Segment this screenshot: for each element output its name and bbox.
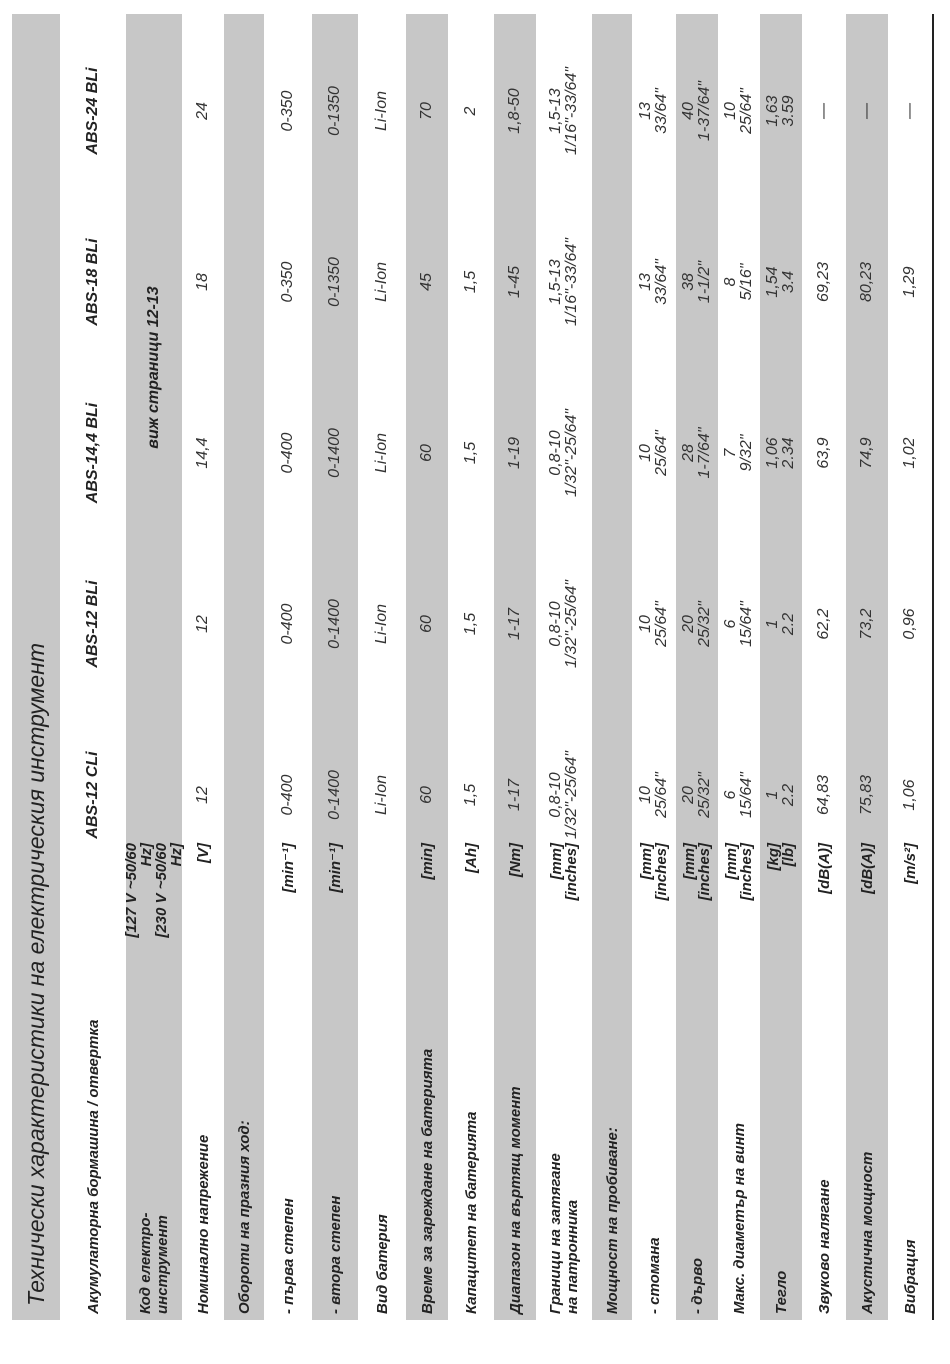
speed2-label-cell xyxy=(312,959,358,1314)
value-text: 60 xyxy=(418,444,435,462)
torque-label: Диапазон на въртящ момент xyxy=(506,1086,524,1314)
value-text: 1-19 xyxy=(506,436,523,470)
value-lines xyxy=(638,772,670,818)
header-label-cell xyxy=(60,959,126,1314)
value-line-1: 1 xyxy=(764,619,781,629)
value-text: 62,2 xyxy=(815,608,832,640)
value-text: Li-Ion xyxy=(373,774,390,816)
sound-power-value-2 xyxy=(846,539,888,709)
value-text: 0,96 xyxy=(901,608,918,640)
value-line-2: 1/32"-25/64" xyxy=(563,580,580,668)
value-text: 1,5 xyxy=(462,441,479,465)
row-idle-heading xyxy=(224,14,264,1320)
speed1-value-3 xyxy=(264,368,312,538)
voltage-value-2 xyxy=(182,539,224,709)
row-sound-power xyxy=(846,14,888,1320)
speed2-value-3 xyxy=(312,368,358,538)
capacity-value-4 xyxy=(448,197,494,367)
steel-label-cell xyxy=(632,959,676,1314)
value-line-2: 9/32" xyxy=(738,434,755,472)
sound-power-unit: [dB(A)] xyxy=(858,843,876,894)
row-speed1 xyxy=(264,14,312,1320)
value-text: 63,9 xyxy=(815,437,832,469)
vibration-value-3 xyxy=(888,368,932,538)
chuck-unit-line-2: [inches] xyxy=(563,843,580,901)
value-text: — xyxy=(815,103,832,119)
speed1-label: - първа степен xyxy=(279,1198,297,1314)
chuck-value-1 xyxy=(536,710,592,880)
battery-type-value-5 xyxy=(358,26,406,196)
weight-value-5 xyxy=(760,26,802,196)
value-text: 0-1350 xyxy=(326,257,343,307)
sound-pressure-value-1 xyxy=(802,710,846,880)
tool-type-label: Акумулаторна бормашина / отвертка xyxy=(84,1019,102,1314)
chuck-label-line-1: Граници на затягане xyxy=(547,1153,564,1314)
value-text: 1,5 xyxy=(462,270,479,294)
weight-value-1 xyxy=(760,710,802,880)
value-text: 0-1400 xyxy=(326,428,343,478)
chuck-unit-line-1: [mm] xyxy=(548,843,565,880)
wood-label: - дърво xyxy=(688,1257,706,1314)
chuck-value-4 xyxy=(536,197,592,367)
value-line-2: 25/64" xyxy=(653,430,670,476)
speed1-value-1 xyxy=(264,710,312,880)
value-lines xyxy=(638,259,670,305)
value-text: 0-1400 xyxy=(326,770,343,820)
value-text: 0-400 xyxy=(279,432,296,474)
value-text: 2 xyxy=(462,106,479,116)
value-text: 60 xyxy=(418,786,435,804)
code-row-label-line-1: Код електро- xyxy=(137,1212,154,1314)
bottom-divider xyxy=(932,14,934,1320)
speed2-value-2 xyxy=(312,539,358,709)
value-line-2: 25/32" xyxy=(696,601,713,647)
charge-time-label-cell xyxy=(406,959,448,1314)
battery-type-label-cell xyxy=(358,959,406,1314)
speed1-value-4 xyxy=(264,197,312,367)
value-line-2: 25/64" xyxy=(653,601,670,647)
vibration-value-4 xyxy=(888,197,932,367)
capacity-value-5 xyxy=(448,26,494,196)
value-line-2: 2.2 xyxy=(780,612,797,636)
value-line-1: 13 xyxy=(637,102,654,120)
model-name: ABS-24 BLi xyxy=(84,67,101,155)
model-name: ABS-12 BLi xyxy=(84,580,101,668)
value-line-1: 0,8-10 xyxy=(547,430,564,476)
chuck-label-cell xyxy=(536,959,592,1314)
torque-value-1 xyxy=(494,710,536,880)
speed1-value-2 xyxy=(264,539,312,709)
row-weight xyxy=(760,14,802,1320)
value-line-1: 1,06 xyxy=(764,437,781,469)
torque-label-cell xyxy=(494,959,536,1314)
value-text: 12 xyxy=(194,786,211,804)
value-line-2: 15/64" xyxy=(738,601,755,647)
value-lines xyxy=(548,751,580,839)
value-line-1: 20 xyxy=(680,786,697,804)
value-text: 1,06 xyxy=(901,779,918,811)
value-line-2: 1/32"-25/64" xyxy=(563,751,580,839)
weight-label-cell xyxy=(760,959,802,1314)
voltage-label: Номинално напрежение xyxy=(194,1134,212,1314)
value-text: 1,8-50 xyxy=(506,88,523,134)
value-lines xyxy=(723,435,755,472)
code-span-cell xyxy=(126,26,182,709)
value-text: 60 xyxy=(418,615,435,633)
battery-type-label: Вид батерия xyxy=(373,1214,391,1314)
sound-pressure-value-5 xyxy=(802,26,846,196)
weight-unit-line-2: [lb] xyxy=(780,843,797,867)
screw-label-cell xyxy=(718,959,760,1314)
code-row-label-line-2: инструмент xyxy=(154,1215,171,1314)
wood-value-5 xyxy=(676,26,718,196)
wood-label-cell xyxy=(676,959,718,1314)
value-line-2: 15/64" xyxy=(738,772,755,818)
capacity-unit: [Ah] xyxy=(462,843,480,873)
sound-power-value-1 xyxy=(846,710,888,880)
model-header-1 xyxy=(60,710,126,880)
value-text: 0-400 xyxy=(279,603,296,645)
screw-value-2 xyxy=(718,539,760,709)
value-text: 73,2 xyxy=(858,608,875,640)
battery-type-value-1 xyxy=(358,710,406,880)
screw-unit-line-2: [inches] xyxy=(738,843,755,901)
value-text: 80,23 xyxy=(858,261,875,303)
weight-value-3 xyxy=(760,368,802,538)
chuck-value-3 xyxy=(536,368,592,538)
code-row-unit-line-1: [127 V ~50/60 Hz] xyxy=(123,843,155,938)
charge-time-value-5 xyxy=(406,26,448,196)
chuck-value-5 xyxy=(536,26,592,196)
model-name: ABS-18 BLi xyxy=(84,238,101,326)
row-charge-time xyxy=(406,14,448,1320)
torque-value-4 xyxy=(494,197,536,367)
value-text: 18 xyxy=(194,273,211,291)
value-lines xyxy=(765,437,797,468)
value-line-2: 1/16"-33/64" xyxy=(563,67,580,155)
value-lines xyxy=(638,430,670,476)
weight-unit-line-1: [kg] xyxy=(765,843,782,871)
value-text: 0-400 xyxy=(279,774,296,816)
model-name: ABS-12 CLi xyxy=(84,751,101,839)
value-text: 1,02 xyxy=(901,437,918,469)
steel-value-5 xyxy=(632,26,676,196)
sound-power-value-5 xyxy=(846,26,888,196)
value-lines xyxy=(548,67,580,155)
sound-pressure-unit: [dB(A)] xyxy=(815,843,833,894)
row-drill-heading xyxy=(592,14,632,1320)
value-line-1: 40 xyxy=(680,102,697,120)
value-line-2: 1-7/64" xyxy=(696,427,713,479)
wood-unit-line-1: [mm] xyxy=(681,843,698,880)
torque-value-5 xyxy=(494,26,536,196)
value-line-1: 1,63 xyxy=(764,95,781,127)
value-line-1: 20 xyxy=(680,615,697,633)
voltage-value-5 xyxy=(182,26,224,196)
wood-value-2 xyxy=(676,539,718,709)
model-name: ABS-14,4 BLi xyxy=(84,402,101,504)
torque-value-2 xyxy=(494,539,536,709)
battery-type-value-4 xyxy=(358,197,406,367)
value-text: 0-350 xyxy=(279,90,296,132)
capacity-label: Капацитет на батерията xyxy=(462,1111,480,1314)
value-line-2: 3.59 xyxy=(780,95,797,127)
idle-heading-label-cell xyxy=(224,959,264,1314)
value-line-2: 1-37/64" xyxy=(696,81,713,141)
value-line-1: 1 xyxy=(764,790,781,800)
value-line-1: 10 xyxy=(637,786,654,804)
value-lines xyxy=(548,409,580,497)
value-lines xyxy=(765,95,797,126)
vibration-value-5 xyxy=(888,26,932,196)
vibration-value-2 xyxy=(888,539,932,709)
chuck-value-2 xyxy=(536,539,592,709)
vibration-label: Вибрация xyxy=(901,1239,919,1314)
value-line-2: 2.2 xyxy=(780,783,797,807)
vibration-label-cell xyxy=(888,959,932,1314)
value-text: 24 xyxy=(194,102,211,120)
value-text: — xyxy=(858,103,875,119)
value-line-1: 38 xyxy=(680,273,697,291)
sound-power-value-4 xyxy=(846,197,888,367)
screw-label: Макс. диаметър на винт xyxy=(730,1123,748,1314)
value-text: 0-1350 xyxy=(326,86,343,136)
capacity-value-3 xyxy=(448,368,494,538)
sound-pressure-value-3 xyxy=(802,368,846,538)
value-lines xyxy=(638,88,670,134)
steel-unit-line-1: [mm] xyxy=(638,843,655,880)
value-line-1: 6 xyxy=(722,619,739,629)
value-lines xyxy=(765,784,797,806)
speed1-label-cell xyxy=(264,959,312,1314)
speed1-value-5 xyxy=(264,26,312,196)
see-pages-note: виж страници 12-13 xyxy=(145,286,162,449)
value-text: 12 xyxy=(194,615,211,633)
chuck-label-lines xyxy=(547,1153,581,1314)
value-text: Li-Ion xyxy=(373,261,390,303)
wood-value-4 xyxy=(676,197,718,367)
value-lines xyxy=(723,88,755,134)
value-lines xyxy=(681,261,713,303)
value-text: 1,5 xyxy=(462,783,479,807)
value-line-2: 25/64" xyxy=(653,772,670,818)
speed2-unit: [min⁻¹] xyxy=(326,843,344,893)
value-text: Li-Ion xyxy=(373,603,390,645)
value-lines xyxy=(765,613,797,635)
value-line-1: 1,5-13 xyxy=(547,88,564,134)
chuck-label-line-2: на патронника xyxy=(564,1199,581,1314)
value-lines xyxy=(681,601,713,647)
row-speed2 xyxy=(312,14,358,1320)
value-lines xyxy=(548,580,580,668)
voltage-value-1 xyxy=(182,710,224,880)
charge-time-value-2 xyxy=(406,539,448,709)
steel-value-4 xyxy=(632,197,676,367)
battery-type-value-2 xyxy=(358,539,406,709)
weight-value-2 xyxy=(760,539,802,709)
torque-unit: [Nm] xyxy=(506,843,524,878)
value-line-1: 0,8-10 xyxy=(547,772,564,818)
code-row-unit-line-2: [230 V ~50/60 Hz] xyxy=(153,843,185,938)
drill-heading-label-cell xyxy=(592,959,632,1314)
sound-pressure-value-4 xyxy=(802,197,846,367)
sound-power-label: Акустична мощност xyxy=(858,1151,876,1314)
sound-pressure-label: Звуково налягане xyxy=(815,1179,833,1314)
value-line-2: 25/32" xyxy=(696,772,713,818)
value-line-1: 28 xyxy=(680,444,697,462)
idle-heading-label: Обороти на празния ход: xyxy=(235,1120,253,1314)
voltage-label-cell xyxy=(182,959,224,1314)
row-capacity xyxy=(448,14,494,1320)
value-lines xyxy=(723,772,755,818)
speed2-value-4 xyxy=(312,197,358,367)
code-row-unit-lines xyxy=(124,843,184,959)
code-row-label-lines xyxy=(137,1212,171,1314)
capacity-label-cell xyxy=(448,959,494,1314)
value-line-1: 10 xyxy=(722,102,739,120)
row-chuck xyxy=(536,14,592,1320)
vibration-unit: [m/s²] xyxy=(901,843,919,884)
value-line-1: 1,54 xyxy=(764,266,781,298)
value-text: 45 xyxy=(418,273,435,291)
screw-value-3 xyxy=(718,368,760,538)
value-line-2: 5/16" xyxy=(738,263,755,301)
value-line-1: 6 xyxy=(722,790,739,800)
sound-pressure-value-2 xyxy=(802,539,846,709)
speed2-value-5 xyxy=(312,26,358,196)
row-wood xyxy=(676,14,718,1320)
value-lines xyxy=(681,81,713,141)
row-code-row xyxy=(123,14,185,1320)
value-line-2: 3.4 xyxy=(780,270,797,294)
value-line-1: 1,5-13 xyxy=(547,259,564,305)
capacity-value-1 xyxy=(448,710,494,880)
speed1-unit: [min⁻¹] xyxy=(279,843,297,893)
value-line-1: 7 xyxy=(722,448,739,458)
value-line-2: 2.34 xyxy=(780,437,797,469)
row-sound-pressure xyxy=(802,14,846,1320)
value-text: 14,4 xyxy=(194,437,211,469)
wood-value-1 xyxy=(676,710,718,880)
row-screw xyxy=(718,14,760,1320)
screw-value-5 xyxy=(718,26,760,196)
screw-unit-line-1: [mm] xyxy=(723,843,740,880)
value-text: 69,23 xyxy=(815,261,832,303)
steel-value-1 xyxy=(632,710,676,880)
steel-unit-line-2: [inches] xyxy=(653,843,670,901)
model-header-5 xyxy=(60,26,126,196)
weight-label: Тегло xyxy=(772,1270,790,1314)
wood-unit-line-2: [inches] xyxy=(696,843,713,901)
value-lines xyxy=(723,601,755,647)
drill-heading-label: Мощност на пробиване: xyxy=(603,1127,621,1314)
value-line-2: 25/64" xyxy=(738,88,755,134)
value-text: 1-17 xyxy=(506,607,523,641)
sound-pressure-label-cell xyxy=(802,959,846,1314)
vibration-value-1 xyxy=(888,710,932,880)
value-lines xyxy=(723,264,755,301)
value-line-1: 10 xyxy=(637,615,654,633)
model-header-2 xyxy=(60,539,126,709)
value-text: 75,83 xyxy=(858,774,875,816)
sound-power-value-3 xyxy=(846,368,888,538)
charge-time-value-1 xyxy=(406,710,448,880)
charge-time-label: Време за зареждане на батерията xyxy=(418,1048,436,1314)
value-lines xyxy=(765,266,797,297)
value-lines xyxy=(638,601,670,647)
value-text: 0-1400 xyxy=(326,599,343,649)
value-text: 70 xyxy=(418,102,435,120)
voltage-value-4 xyxy=(182,197,224,367)
voltage-unit: [V] xyxy=(194,843,212,863)
value-text: Li-Ion xyxy=(373,90,390,132)
value-text: 1-45 xyxy=(506,265,523,299)
value-text: 74,9 xyxy=(858,437,875,469)
row-torque xyxy=(494,14,536,1320)
value-lines xyxy=(681,772,713,818)
weight-value-4 xyxy=(760,197,802,367)
value-line-1: 13 xyxy=(637,273,654,291)
value-line-2: 33/64" xyxy=(653,88,670,134)
row-steel xyxy=(632,14,676,1320)
screw-value-1 xyxy=(718,710,760,880)
row-header xyxy=(60,14,126,1320)
value-text: — xyxy=(901,103,918,119)
value-text: 1-17 xyxy=(506,778,523,812)
charge-time-unit: [min] xyxy=(418,843,436,880)
value-line-2: 1/32"-25/64" xyxy=(563,409,580,497)
charge-time-value-4 xyxy=(406,197,448,367)
charge-time-value-3 xyxy=(406,368,448,538)
screw-value-4 xyxy=(718,197,760,367)
value-line-1: 10 xyxy=(637,444,654,462)
value-line-2: 33/64" xyxy=(653,259,670,305)
wood-value-3 xyxy=(676,368,718,538)
value-text: 1,5 xyxy=(462,612,479,636)
torque-value-3 xyxy=(494,368,536,538)
page-title: Технически характеристики на електрическия инструмент xyxy=(12,14,60,1320)
speed2-value-1 xyxy=(312,710,358,880)
steel-label: - стомана xyxy=(645,1237,663,1314)
value-text: 64,83 xyxy=(815,774,832,816)
row-vibration xyxy=(888,14,932,1320)
value-line-2: 1-1/2" xyxy=(696,260,713,304)
row-battery-type xyxy=(358,14,406,1320)
capacity-value-2 xyxy=(448,539,494,709)
value-text: 0-350 xyxy=(279,261,296,303)
value-text: Li-Ion xyxy=(373,432,390,474)
value-lines xyxy=(681,427,713,478)
value-line-2: 1/16"-33/64" xyxy=(563,238,580,326)
value-lines xyxy=(548,238,580,326)
value-line-1: 8 xyxy=(722,277,739,287)
sound-power-label-cell xyxy=(846,959,888,1314)
speed2-label: - втора степен xyxy=(326,1195,344,1314)
steel-value-2 xyxy=(632,539,676,709)
model-header-4 xyxy=(60,197,126,367)
voltage-value-3 xyxy=(182,368,224,538)
code-row-label-cell xyxy=(126,959,182,1314)
row-voltage xyxy=(182,14,224,1320)
value-text: 1,29 xyxy=(901,266,918,298)
steel-value-3 xyxy=(632,368,676,538)
code-row-unit-cell xyxy=(123,839,185,959)
model-header-3 xyxy=(60,368,126,538)
battery-type-value-3 xyxy=(358,368,406,538)
value-line-1: 0,8-10 xyxy=(547,601,564,647)
